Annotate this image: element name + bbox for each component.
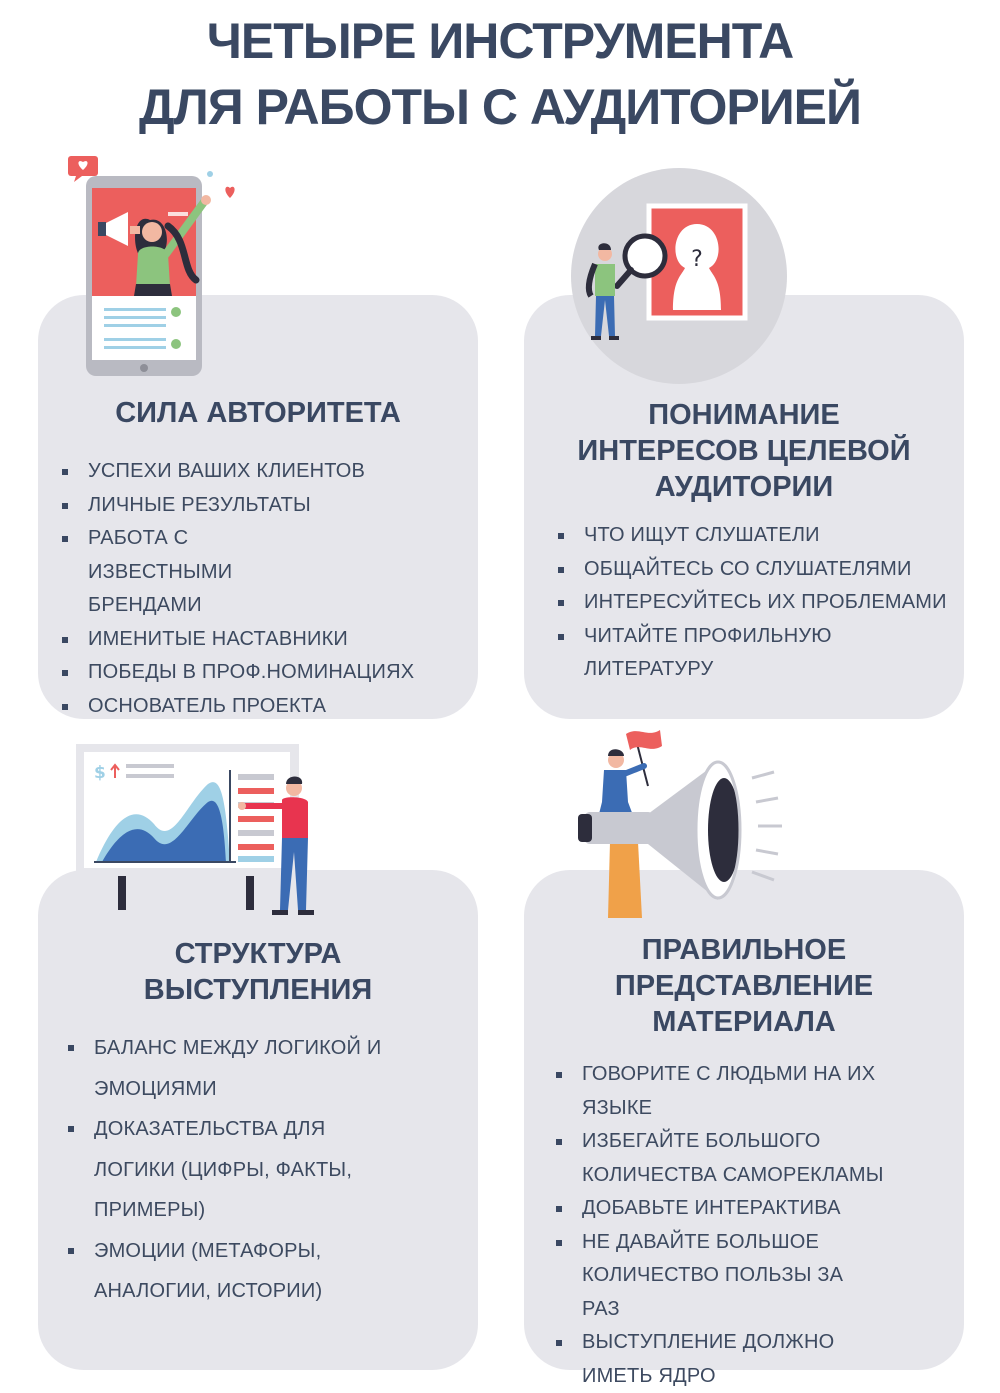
card-title [38,936,478,1008]
list-item: ВЫСТУПЛЕНИЕ ДОЛЖНО ИМЕТЬ ЯДРО [556,1326,892,1393]
card-title [38,395,478,431]
list-item: БАЛАНС МЕЖДУ ЛОГИКОЙ И ЭМОЦИЯМИ [68,1028,408,1109]
card-title-line: СТРУКТУРА [174,938,342,970]
list-item: ИМЕНИТЫЕ НАСТАВНИКИ [62,623,462,657]
card-title [524,397,964,505]
list-item: ГОВОРИТЕ С ЛЮДЬМИ НА ИХ ЯЗЫКЕ [556,1058,882,1125]
card-title-line: МАТЕРИАЛА [652,1006,836,1038]
card-item-list [68,1028,408,1312]
list-item: ЧИТАЙТЕ ПРОФИЛЬНУЮ ЛИТЕРАТУРУ [558,620,854,687]
heart-icon [225,187,234,198]
page-title-line-1: ЧЕТЫРЕ ИНСТРУМЕНТА [206,13,794,69]
list-item: ДОБАВЬТЕ ИНТЕРАКТИВА [556,1192,886,1226]
speaker-face [142,222,162,242]
list-item: ОСНОВАТЕЛЬ ПРОЕКТА [62,690,462,724]
page-title-line-2: ДЛЯ РАБОТЫ С АУДИТОРИЕЙ [139,79,861,135]
card-material-presentation [524,870,964,1387]
megaphone-handle [608,842,642,918]
list-item: ЭМОЦИИ (МЕТАФОРЫ, АНАЛОГИИ, ИСТОРИИ) [68,1231,334,1312]
list-item: УСПЕХИ ВАШИХ КЛИЕНТОВ [62,455,462,489]
card-item-list [62,455,462,723]
list-item: ДОКАЗАТЕЛЬСТВА ДЛЯ ЛОГИКИ (ЦИФРЫ, ФАКТЫ, ПРИМЕРЫ) [68,1109,408,1231]
card-title-line: ИНТЕРЕСОВ ЦЕЛЕВОЙ [577,435,911,467]
card-item-list [556,1058,886,1393]
card-speech-structure [38,870,478,1370]
list-item: ОБЩАЙТЕСЬ СО СЛУШАТЕЛЯМИ [558,553,958,587]
flag-icon [626,730,662,750]
loudspeaker-illustration [578,722,788,922]
card-title-line: ПОНИМАНИЕ [648,399,840,431]
card-title-line: ВЫСТУПЛЕНИЯ [143,974,373,1006]
card-item-list [558,519,958,687]
presenter-shirt [282,797,308,838]
smartphone-speaker-illustration [64,150,254,380]
page-title [0,8,1000,140]
card-title [524,932,964,1040]
research-audience-illustration [565,160,795,392]
list-item: РАБОТА С ИЗВЕСТНЫМИ БРЕНДАМИ [62,522,338,623]
presentation-board-illustration [76,744,336,920]
card-title-line: ПРЕДСТАВЛЕНИЕ [614,970,874,1002]
list-item: ИНТЕРЕСУЙТЕСЬ ИХ ПРОБЛЕМАМИ [558,586,958,620]
list-item: НЕ ДАВАЙТЕ БОЛЬШОЕ КОЛИЧЕСТВО ПОЛЬЗЫ ЗА РАЗ [556,1226,886,1327]
list-item: ИЗБЕГАЙТЕ БОЛЬШОГО КОЛИЧЕСТВА САМОРЕКЛАМЫ [556,1125,886,1192]
list-item: ПОБЕДЫ В ПРОФ.НОМИНАЦИЯХ [62,656,462,690]
card-title-line: АУДИТОРИИ [654,471,834,503]
card-title-line: СИЛА АВТОРИТЕТА [115,397,401,429]
question-mark-icon: ? [691,247,703,272]
list-item: ЧТО ИЩУТ СЛУШАТЕЛИ [558,519,958,553]
list-item: ЛИЧНЫЕ РЕЗУЛЬТАТЫ [62,489,462,523]
dollar-icon: $ [94,763,106,783]
card-title-line: ПРАВИЛЬНОЕ [641,934,847,966]
